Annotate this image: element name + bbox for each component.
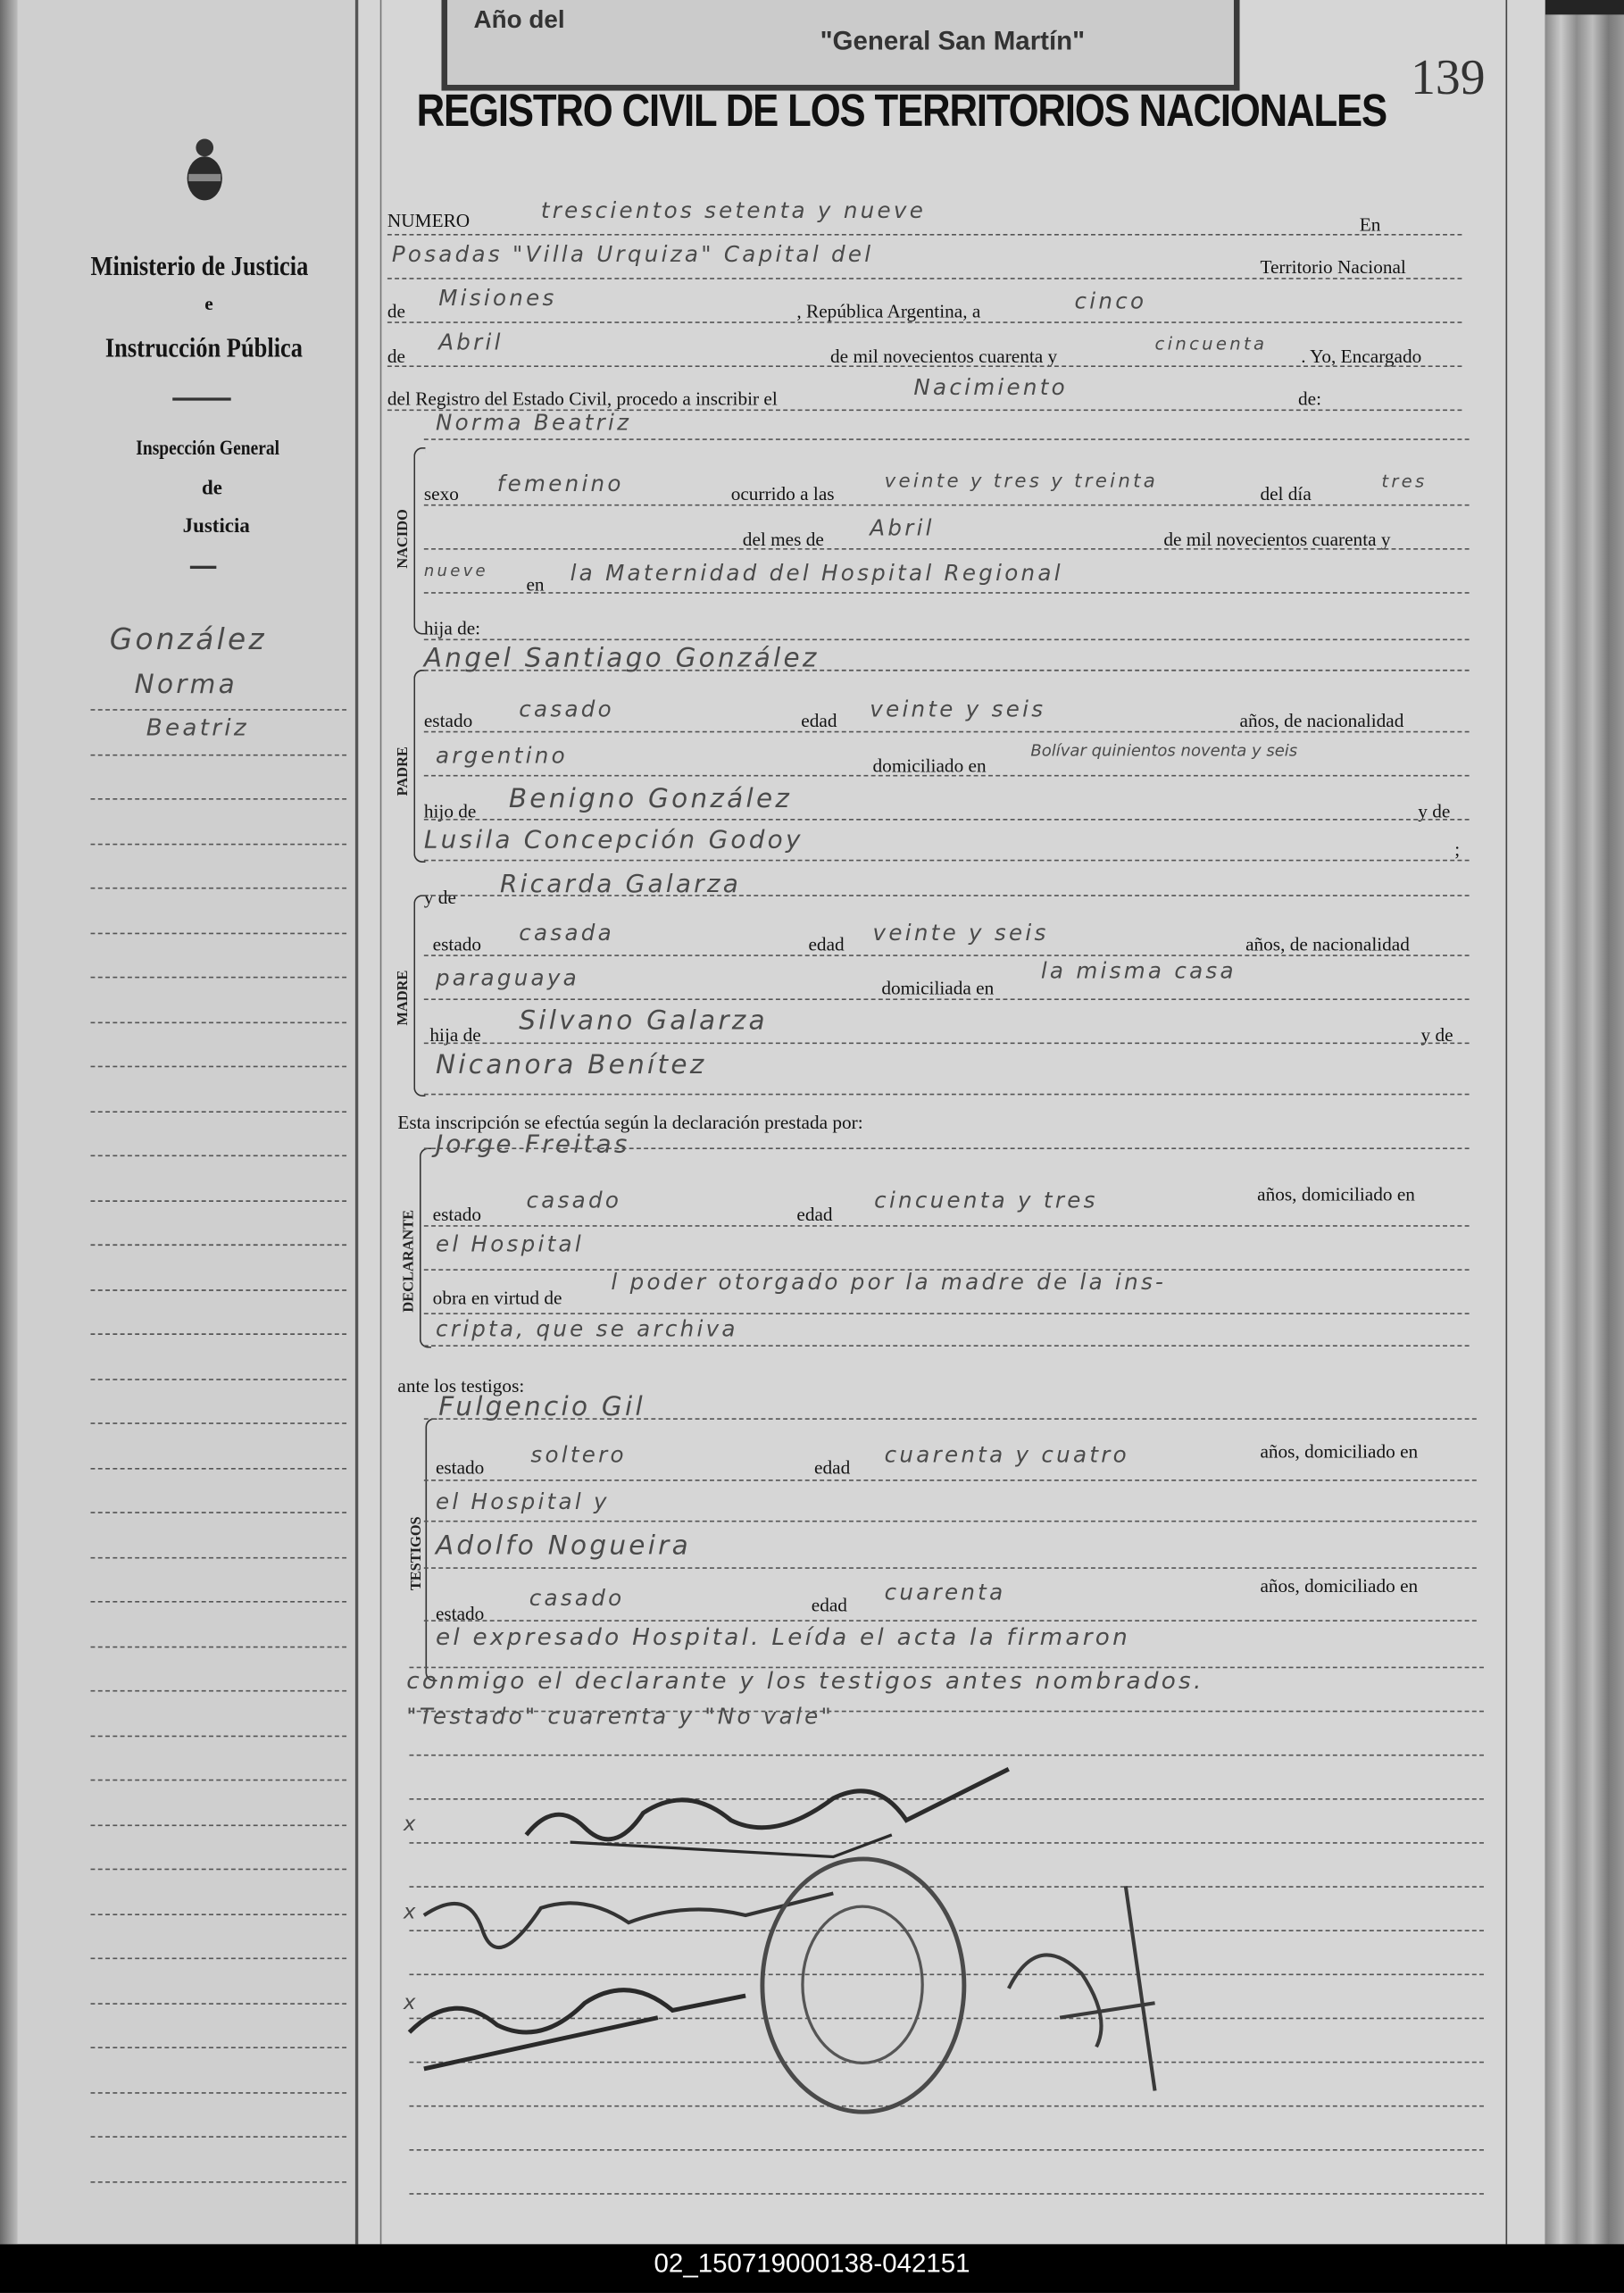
testigo1-estado: soltero — [530, 1441, 627, 1468]
anio-value: cincuenta — [1154, 333, 1268, 354]
republica-label: , República Argentina, a — [796, 299, 981, 322]
madre-y-de: y de — [1420, 1023, 1453, 1046]
madre-nacionalidad: paraguaya — [435, 964, 580, 992]
form-rule-line — [409, 1667, 1483, 1669]
footer-id: 02_150719000138-042151 — [654, 2248, 970, 2279]
form-rule-line — [409, 2193, 1483, 2195]
sidebar-rule-line — [91, 1422, 347, 1424]
sidebar-rule-line — [91, 1646, 347, 1647]
sidebar-rule-line — [91, 1824, 347, 1826]
form-rule-line — [424, 1269, 1470, 1271]
nacido-anio-label: de mil novecientos cuarenta y — [1163, 528, 1391, 550]
form-rule-line — [424, 639, 1470, 641]
declarante-domicilio: el Hospital — [435, 1230, 584, 1258]
hora-value: veinte y tres y treinta — [884, 471, 1159, 493]
declarante-estado-label: estado — [432, 1203, 482, 1226]
nacido-nombre: Norma Beatriz — [435, 409, 632, 436]
form-rule-line — [387, 365, 1462, 367]
sidebar-rule-line — [91, 888, 347, 889]
sidebar-rule-line — [91, 1244, 347, 1246]
form-rule-line — [424, 1345, 1470, 1347]
sidebar-rule-line — [91, 977, 347, 979]
margin-note-name1: Norma — [134, 669, 238, 701]
sidebar-rule-line — [91, 932, 347, 934]
padre-padre: Benigno González — [508, 783, 793, 815]
inspection-de: de — [201, 478, 222, 500]
ocurrido-label: ocurrido a las — [730, 482, 835, 504]
del-dia-label: del día — [1260, 482, 1312, 504]
form-rule-line — [424, 1521, 1477, 1522]
ministry-line2: Instrucción Pública — [104, 333, 304, 364]
form-rule-line — [424, 1147, 1470, 1149]
testigos-section-label: TESTIGOS — [408, 1516, 425, 1591]
padre-estado: casado — [519, 696, 614, 722]
sidebar-rule-line — [91, 2091, 347, 2093]
lugar-value: Posadas "Villa Urquiza" Capital del — [391, 241, 874, 268]
nacido-dia: tres — [1381, 471, 1428, 492]
madre-edad-label: edad — [808, 932, 845, 955]
sidebar-rule-line — [91, 1199, 347, 1201]
stamp-text-b: "General San Martín" — [820, 26, 1086, 56]
form-rule-line — [409, 1711, 1483, 1713]
declarante-edad: cincuenta y tres — [874, 1187, 1098, 1214]
testigo2-edad: cuarenta — [884, 1579, 1006, 1605]
sidebar-rule-line — [91, 1869, 347, 1871]
numero-value: trescientos setenta y nueve — [540, 197, 927, 224]
sidebar-rule-line — [91, 1155, 347, 1157]
padre-domiciliado-label: domiciliado en — [872, 754, 987, 777]
sidebar-rule-line — [91, 709, 347, 711]
folio-number: 139 — [1411, 51, 1486, 105]
sidebar-divider-2 — [190, 566, 216, 569]
numero-label: NUMERO — [387, 209, 471, 231]
madre-y-de-label: y de — [423, 886, 456, 908]
testigo1-edad: cuarenta y cuatro — [884, 1441, 1129, 1468]
closing-line-1: el expresado Hospital. Leída el acta la firmaron — [435, 1622, 1130, 1651]
sidebar-rule-line — [91, 1288, 347, 1290]
madre-edad: veinte y seis — [872, 919, 1049, 946]
form-rule-line — [424, 860, 1470, 862]
signature-mark-3: x — [403, 1991, 419, 2015]
madre-estado: casada — [519, 919, 614, 946]
page-stack-edge — [1545, 14, 1624, 2244]
form-rule-line — [424, 1225, 1470, 1227]
nacido-section-label: NACIDO — [395, 509, 412, 569]
tipo-value: Nacimiento — [913, 374, 1068, 401]
declarante-bracket — [420, 1147, 431, 1347]
testigo2-estado: casado — [529, 1584, 625, 1612]
obra-label: obra en virtud de — [432, 1286, 562, 1309]
madre-hija-label: hija de — [429, 1023, 481, 1046]
inspection-line1: Inspección General — [136, 438, 280, 461]
madre-domiciliada-label: domiciliada en — [881, 976, 995, 999]
obra-value-2: cripta, que se archiva — [435, 1315, 738, 1343]
form-rule-line — [424, 548, 1470, 550]
form-rule-line — [424, 955, 1470, 956]
form-rule-line — [424, 998, 1470, 1000]
form-rule-line — [387, 278, 1462, 279]
sidebar-rule-line — [91, 1066, 347, 1068]
signature-declarante — [526, 1769, 1008, 1839]
obra-value-1: l poder otorgado por la madre de la ins- — [611, 1269, 1167, 1296]
sidebar-rule-line — [91, 1467, 347, 1469]
nacido-lugar: la Maternidad del Hospital Regional — [570, 560, 1063, 587]
de-label-2: de — [387, 345, 406, 367]
signature-testigo-2 — [409, 1990, 745, 2069]
sidebar-rule-line — [91, 798, 347, 800]
left-edge — [0, 0, 18, 2244]
declarante-anios-label: años, domiciliado en — [1257, 1182, 1415, 1205]
form-rule-line — [424, 504, 1470, 506]
form-rule-line — [387, 321, 1462, 323]
form-rule-line — [424, 731, 1470, 733]
form-rule-line — [424, 1567, 1477, 1569]
yo-label: . Yo, Encargado — [1301, 345, 1422, 367]
anio-label: de mil novecientos cuarenta y — [830, 345, 1058, 367]
padre-domicilio: Bolívar quinientos noventa y seis — [1030, 741, 1298, 761]
testigo1-anios-label: años, domiciliado en — [1260, 1439, 1419, 1463]
ministry-line1: Ministerio de Justicia — [90, 251, 309, 283]
testigo1-domicilio: el Hospital y — [435, 1488, 610, 1515]
padre-anios-label: años, de nacionalidad — [1239, 709, 1404, 731]
madre-padre: Silvano Galarza — [519, 1005, 768, 1037]
en-label: En — [1359, 213, 1381, 236]
padre-semicolon: ; — [1454, 838, 1461, 860]
testigo2-anios-label: años, domiciliado en — [1260, 1574, 1419, 1597]
testigo1-nombre: Fulgencio Gil — [438, 1391, 645, 1423]
closing-line-2: conmigo el declarante y los testigos antes nombrados. — [406, 1666, 1204, 1695]
sidebar-rule-line — [91, 1556, 347, 1558]
hija-label: hija de: — [423, 616, 481, 639]
sidebar-rule-line — [91, 1735, 347, 1737]
form-rule-line — [424, 1094, 1470, 1096]
territorio-label: Territorio Nacional — [1260, 255, 1406, 279]
padre-edad-label: edad — [801, 709, 837, 731]
nacido-en-label: en — [526, 572, 545, 596]
sidebar-rule-line — [91, 754, 347, 755]
nacido-anio: nueve — [423, 561, 488, 581]
frame-right — [1506, 0, 1508, 2244]
testigo2-estado-label: estado — [435, 1602, 485, 1625]
margin-note-surname: González — [109, 621, 267, 657]
nacido-mes: Abril — [870, 514, 935, 541]
form-rule-line — [424, 438, 1470, 440]
madre-bracket — [413, 895, 425, 1096]
sidebar-rule-line — [91, 1957, 347, 1959]
form-rule-line — [424, 819, 1470, 821]
registro-label: del Registro del Estado Civil, procedo a inscribir el — [387, 387, 778, 410]
dia-value: cinco — [1074, 288, 1147, 315]
declarante-estado: casado — [526, 1187, 622, 1214]
padre-edad: veinte y seis — [870, 696, 1046, 722]
sidebar-rule-line — [91, 1780, 347, 1781]
form-rule-line — [424, 670, 1470, 671]
de-label: de — [387, 299, 406, 322]
margin-note-name2: Beatriz — [146, 713, 249, 742]
signature-encargado — [1009, 1886, 1155, 2090]
sidebar-rule-line — [91, 1914, 347, 1915]
declarante-intro: Esta inscripción se efectúa según la declaración prestada por: — [397, 1111, 863, 1133]
form-rule-line — [424, 592, 1470, 594]
frame-left-inner — [380, 0, 382, 2244]
stamp-text-a: Año del — [473, 5, 565, 34]
official-seal — [760, 1856, 966, 2114]
declarante-nombre: Jorge Freitas — [435, 1130, 630, 1160]
page-title: REGISTRO CIVIL DE LOS TERRITORIOS NACIONALES — [416, 84, 1387, 137]
madre-anios-label: años, de nacionalidad — [1245, 932, 1410, 955]
form-rule-line — [387, 234, 1462, 236]
form-rule-line — [424, 1042, 1470, 1044]
sidebar-rule-line — [91, 2136, 347, 2138]
testigo2-nombre: Adolfo Nogueira — [435, 1530, 691, 1562]
form-rule-line — [424, 775, 1470, 777]
ministry-e: e — [204, 292, 213, 315]
coat-of-arms-icon — [184, 135, 225, 208]
padre-nombre: Angel Santiago González — [423, 643, 820, 674]
testigo1-estado-label: estado — [435, 1455, 485, 1479]
padre-hijo-label: hijo de — [423, 799, 477, 822]
sidebar-rule-line — [91, 1021, 347, 1023]
sidebar-rule-line — [91, 1333, 347, 1335]
nacido-bracket — [413, 447, 425, 635]
padre-y-de: y de — [1418, 799, 1451, 822]
testigo2-edad-label: edad — [811, 1593, 847, 1616]
sexo-label: sexo — [423, 482, 459, 504]
padre-section-label: PADRE — [395, 746, 412, 796]
madre-nombre: Ricarda Galarza — [499, 870, 742, 900]
form-rule-line — [387, 409, 1462, 411]
padre-madre: Lusila Concepción Godoy — [423, 826, 804, 855]
sidebar-rule-line — [91, 1690, 347, 1692]
del-mes-label: del mes de — [742, 528, 824, 550]
sidebar-rule-line — [91, 1111, 347, 1113]
declarante-section-label: DECLARANTE — [401, 1209, 418, 1313]
sidebar-rule-line — [91, 1512, 347, 1513]
sidebar-rule-line — [91, 2047, 347, 2048]
padre-estado-label: estado — [423, 709, 473, 731]
madre-section-label: MADRE — [395, 970, 412, 1026]
form-rule-line — [424, 1480, 1477, 1481]
form-rule-line — [424, 1620, 1477, 1622]
top-stamp — [441, 0, 1239, 91]
form-rule-line — [424, 1313, 1470, 1314]
inspection-line2: Justicia — [182, 516, 250, 538]
mes-value: Abril — [438, 329, 504, 355]
coat-of-arms — [184, 135, 225, 208]
sexo-value: femenino — [496, 471, 624, 497]
madre-madre: Nicanora Benítez — [435, 1049, 707, 1081]
spine — [355, 0, 358, 2244]
signature-mark-1: x — [403, 1813, 419, 1837]
sidebar-rule-line — [91, 1601, 347, 1603]
sidebar-rule-line — [91, 2180, 347, 2182]
form-rule-line — [424, 1418, 1477, 1420]
sidebar-rule-line — [91, 1378, 347, 1380]
form-rule-line — [424, 895, 1470, 896]
testigos-intro: ante los testigos: — [397, 1374, 525, 1397]
official-seal-inner — [801, 1905, 924, 2064]
signature-mark-2: x — [403, 1900, 419, 1924]
declarante-edad-label: edad — [796, 1203, 833, 1226]
sidebar-divider — [172, 397, 230, 400]
padre-nacionalidad: argentino — [435, 742, 568, 770]
territorio-value: Misiones — [438, 285, 557, 312]
closing-line-3: "Testado" cuarenta y "No vale" — [406, 1703, 835, 1730]
testigo1-edad-label: edad — [814, 1455, 851, 1479]
sidebar-rule-line — [91, 843, 347, 845]
madre-domicilio: la misma casa — [1040, 957, 1237, 984]
madre-estado-label: estado — [432, 932, 482, 955]
de-colon: de: — [1298, 387, 1322, 410]
sidebar-rule-line — [91, 2002, 347, 2004]
